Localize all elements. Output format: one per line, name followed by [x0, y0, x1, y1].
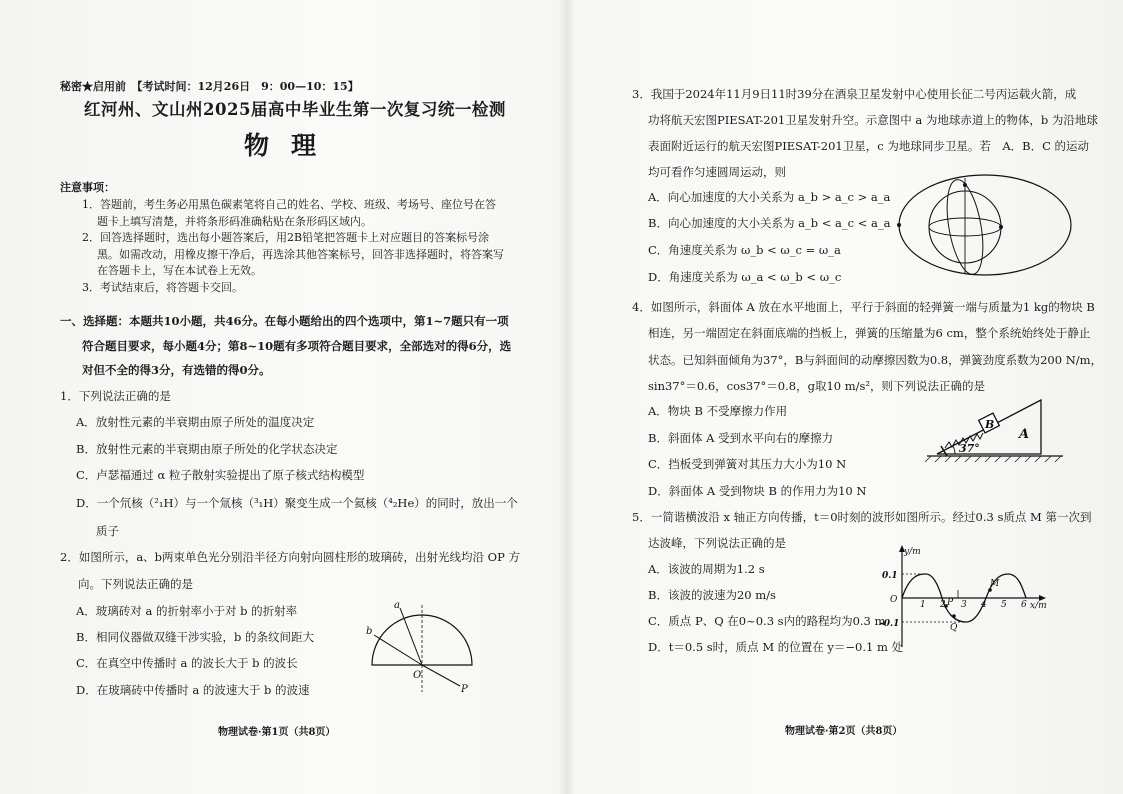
q5-xtick-3: 3 — [961, 600, 967, 610]
q5-wave-figure — [880, 542, 1052, 652]
page-1 — [0, 0, 560, 794]
q5-xtick-1: 1 — [920, 600, 926, 610]
q2-label-b: b — [366, 626, 373, 637]
q4-label-wedge: A — [1019, 427, 1030, 442]
q5-xtick-5: 5 — [1001, 600, 1007, 610]
notice-line: 1．答题前，考生务必用黑色碳素笔将自己的姓名、学校、班级、考场号、座位号在答 — [82, 198, 496, 211]
q4-stem: 状态。已知斜面倾角为37°，B与斜面间的动摩擦因数为0.8，弹簧劲度系数为200 N/m， — [648, 353, 1103, 367]
q2-label-a: a — [394, 600, 400, 611]
q5-stem: 5．一简谐横波沿 x 轴正方向传播，t＝0时刻的波形如图所示。经过0.3 s质点 M 第一次到 — [632, 510, 1092, 524]
q4-option-c: C．挡板受到弹簧对其压力大小为10 N — [648, 457, 847, 471]
q2-stem: 2．如图所示，a、b两束单色光分别沿半径方向射向圆柱形的玻璃砖，出射光线均沿 OP 方 — [60, 550, 521, 564]
q5-xtick-2: 2 — [940, 600, 946, 610]
q4-option-d: D．斜面体 A 受到物块 B 的作用力为10 N — [648, 484, 867, 498]
section-heading: 符合题目要求，每小题4分；第8~10题有多项符合题目要求，全部选对的得6分，选 — [82, 339, 512, 353]
q3-orbit-figure — [895, 170, 1075, 285]
exam-time-header: 秘密★启用前 【考试时间：12月26日 9：00—10：15】 — [60, 80, 359, 93]
q1-option-c: C．卢瑟福通过 α 粒子散射实验提出了原子核式结构模型 — [76, 468, 365, 482]
section-heading: 对但不全的得3分，有选错的得0分。 — [82, 363, 271, 377]
q5-ylabel: y/m — [904, 547, 921, 557]
q2-label-o: O — [413, 670, 422, 681]
q2-option-a: A．玻璃砖对 a 的折射率小于对 b 的折射率 — [76, 604, 298, 618]
page-1-footer: 物理试卷·第1页（共8页） — [218, 727, 336, 738]
page-gutter — [558, 0, 576, 794]
q3-option-d: D．角速度关系为 ω_a < ω_b < ω_c — [648, 270, 842, 284]
notice-line: 黑。如需改动，用橡皮擦干净后，再选涂其他答案标号，回答非选择题时，将答案写 — [97, 248, 504, 261]
section-heading: 一、选择题：本题共10小题，共46分。在每小题给出的四个选项中，第1~7题只有一项 — [60, 314, 509, 328]
notice-line: 在答题卡上，写在本试卷上无效。 — [97, 264, 262, 277]
q5-ytick-bottom: -0.1 — [880, 619, 900, 629]
q3-stem: 均可看作匀速圆周运动，则 — [648, 165, 786, 179]
q4-incline-figure — [925, 396, 1065, 466]
q1-option-b: B．放射性元素的半衰期由原子所处的化学状态决定 — [76, 442, 338, 456]
q3-option-b: B．向心加速度的大小关系为 a_b < a_c < a_a — [648, 216, 891, 230]
q5-option-c: C．质点 P、Q 在0~0.3 s内的路程均为0.3 m — [648, 614, 886, 628]
q5-xtick-6: 6 — [1021, 600, 1027, 610]
q2-glass-figure — [360, 600, 500, 700]
page-2-footer: 物理试卷·第2页（共8页） — [785, 726, 903, 737]
q4-stem: sin37°＝0.6，cos37°＝0.8，g取10 m/s²，则下列说法正确的是 — [648, 379, 986, 393]
q4-option-a: A．物块 B 不受摩擦力作用 — [648, 404, 788, 418]
q4-stem: 相连，另一端固定在斜面底端的挡板上，弹簧的压缩量为6 cm，整个系统始终处于静止 — [648, 326, 1091, 340]
q2-option-d: D．在玻璃砖中传播时 a 的波速大于 b 的波速 — [76, 683, 310, 697]
q5-ytick-top: 0.1 — [882, 571, 898, 581]
q3-stem: 表面附近运行的航天宏图PIESAT-201卫星，c 为地球同步卫星。若 A．B．C 的运动 — [648, 139, 1090, 153]
q5-option-b: B．该波的波速为20 m/s — [648, 588, 776, 602]
q5-label-q: Q — [950, 623, 958, 633]
q3-option-c: C．角速度关系为 ω_b < ω_c = ω_a — [648, 243, 841, 257]
notice-heading: 注意事项： — [60, 181, 115, 194]
notice-line: 2．回答选择题时，选出每小题答案后，用2B铅笔把答题卡上对应题目的答案标号涂 — [82, 231, 490, 244]
q4-option-b: B．斜面体 A 受到水平向右的摩擦力 — [648, 431, 834, 445]
subject-title: 物理 — [244, 131, 339, 160]
q5-label-m: M — [990, 579, 1000, 589]
q3-option-a: A．向心加速度的大小关系为 a_b > a_c > a_a — [648, 190, 891, 204]
q3-stem: 3．我国于2024年11月9日11时39分在酒泉卫星发射中心使用长征二号丙运载火箭，成 — [632, 87, 1077, 101]
q5-label-p: P — [947, 598, 954, 608]
q4-label-block: B — [985, 418, 995, 431]
q1-option-d: D．一个氘核（²₁H）与一个氚核（³₁H）聚变生成一个氦核（⁴₂He）的同时，放出一个 — [76, 496, 518, 510]
q4-stem: 4．如图所示，斜面体 A 放在水平地面上，平行于斜面的轻弹簧一端与质量为1 kg的物块 B — [632, 300, 1095, 314]
q5-option-d: D．t＝0.5 s时，质点 M 的位置在 y＝−0.1 m 处 — [648, 640, 904, 654]
q4-label-angle: 37° — [959, 442, 980, 455]
page-2 — [575, 0, 1123, 794]
q2-option-c: C．在真空中传播时 a 的波长大于 b 的波长 — [76, 656, 298, 670]
q1-option-d-cont: 质子 — [96, 524, 119, 538]
q1-option-a: A．放射性元素的半衰期由原子所处的温度决定 — [76, 415, 315, 429]
notice-line: 题卡上填写清楚，并将条形码准确粘贴在条形码区域内。 — [97, 215, 372, 228]
notice-line: 3．考试结束后，将答题卡交回。 — [82, 281, 243, 294]
q1-stem: 1．下列说法正确的是 — [60, 389, 171, 403]
q2-option-b: B．相同仪器做双缝干涉实验，b 的条纹间距大 — [76, 630, 314, 644]
q3-stem: 功将航天宏图PIESAT-201卫星发射升空。示意图中 a 为地球赤道上的物体，b 为沿地球 — [648, 113, 1098, 127]
q2-stem-cont: 向。下列说法正确的是 — [78, 577, 193, 591]
q5-xlabel: x/m — [1030, 601, 1047, 611]
exam-title: 红河州、文山州2025届高中毕业生第一次复习统一检测 — [84, 100, 506, 119]
q2-label-p: P — [461, 684, 468, 695]
q5-stem: 达波峰，下列说法正确的是 — [648, 536, 786, 550]
q5-xtick-4: 4 — [981, 600, 987, 610]
q5-option-a: A．该波的周期为1.2 s — [648, 562, 765, 576]
q5-origin: O — [890, 595, 898, 605]
